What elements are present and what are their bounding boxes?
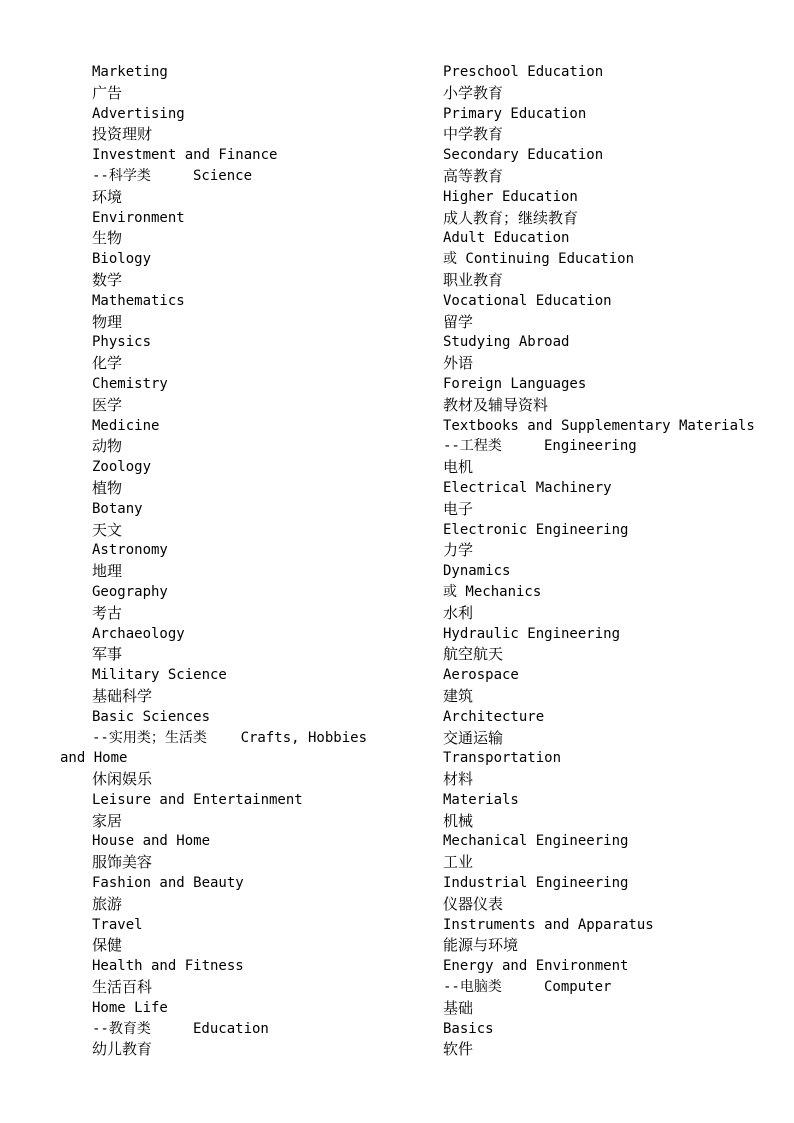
left-column-line: 广告 (92, 83, 123, 102)
right-column-line: Higher Education (443, 188, 578, 205)
left-column-line: Investment and Finance (92, 147, 278, 164)
left-column-line: and Home (60, 750, 128, 767)
right-column-line: 航空航天 (443, 645, 504, 664)
right-column-line: 电机 (443, 458, 474, 477)
right-column-line: 高等教育 (443, 166, 504, 185)
left-column-line: 家居 (92, 811, 123, 830)
right-column-line: 工业 (443, 853, 474, 872)
left-column (60, 62, 390, 1060)
right-column-line: 电子 (443, 499, 474, 518)
right-column-line: 留学 (443, 312, 474, 331)
left-column-line: Botany (92, 500, 143, 517)
left-column-line: 环境 (92, 187, 123, 206)
left-column-line: 投资理财 (92, 125, 153, 144)
left-column-line: 生活百科 (92, 978, 153, 997)
left-column-line: Environment (92, 209, 185, 226)
right-column-line: Primary Education (443, 105, 587, 122)
right-column-line: Vocational Education (443, 292, 612, 309)
left-column-line: Chemistry (92, 375, 168, 392)
left-column-line: Military Science (92, 667, 227, 684)
left-column-line: 数学 (92, 270, 123, 289)
left-column-line: --科学类 Science (92, 167, 253, 184)
left-column-line: Advertising (92, 105, 185, 122)
right-column-line: Studying Abroad (443, 334, 570, 351)
right-column-line: Energy and Environment (443, 958, 629, 975)
right-column-line: 建筑 (443, 686, 474, 705)
left-column-line: Health and Fitness (92, 958, 244, 975)
right-column-line: Materials (443, 791, 519, 808)
left-column-line: Biology (92, 251, 152, 268)
left-column-line: Home Life (92, 999, 168, 1016)
left-column-line: 天文 (92, 520, 123, 539)
right-column-line: 机械 (443, 811, 474, 830)
right-column-line: Electrical Machinery (443, 479, 612, 496)
left-column-line: 幼儿教育 (92, 1040, 153, 1059)
left-column-line: 植物 (92, 478, 123, 497)
right-column-line: 软件 (443, 1040, 474, 1059)
left-column-line: 化学 (92, 354, 123, 373)
right-column-line: 外语 (443, 354, 474, 373)
right-column-line: Secondary Education (443, 147, 604, 164)
right-column-line: 材料 (443, 770, 474, 789)
right-column-line: Hydraulic Engineering (443, 625, 621, 642)
right-column-line: --电脑类 Computer (443, 979, 612, 996)
right-column-line: 或 Continuing Education (443, 251, 635, 268)
left-column-line: Astronomy (92, 542, 168, 559)
right-column-line: Electronic Engineering (443, 521, 629, 538)
left-column-line: 保健 (92, 936, 123, 955)
right-column-line: Instruments and Apparatus (443, 916, 654, 933)
right-column-line: Transportation (443, 750, 562, 767)
right-column-line: Dynamics (443, 563, 511, 580)
right-column-line: 职业教育 (443, 270, 504, 289)
right-column-line: 力学 (443, 541, 474, 560)
right-column-line: 或 Mechanics (443, 583, 542, 600)
right-column-line: Textbooks and Supplementary Materials (443, 417, 755, 434)
left-column-line: 物理 (92, 312, 123, 331)
left-column-line: Travel (92, 916, 143, 933)
left-column-line: Geography (92, 583, 168, 600)
right-column-line: Basics (443, 1020, 494, 1037)
right-column-line: --工程类 Engineering (443, 438, 637, 455)
left-column-line: --教育类 Education (92, 1020, 269, 1037)
right-column-line: Architecture (443, 708, 545, 725)
left-column-line: 服饰美容 (92, 853, 153, 872)
left-column-line: 旅游 (92, 894, 123, 913)
left-column-line: Zoology (92, 459, 152, 476)
left-column-line: Mathematics (92, 292, 185, 309)
left-column-line: House and Home (92, 833, 211, 850)
right-column-line: 成人教育；继续教育 (443, 208, 579, 227)
right-column-line: Aerospace (443, 667, 519, 684)
left-column-line: Physics (92, 334, 152, 351)
left-column-line: 军事 (92, 645, 123, 664)
left-column-line: 医学 (92, 395, 123, 414)
right-column-line: 小学教育 (443, 83, 504, 102)
right-column-line: Foreign Languages (443, 375, 587, 392)
left-column-line: 地理 (92, 562, 123, 581)
right-column-line: Mechanical Engineering (443, 833, 629, 850)
left-column-line: Basic Sciences (92, 708, 211, 725)
left-column-line: Leisure and Entertainment (92, 791, 303, 808)
right-column-line: 水利 (443, 603, 474, 622)
right-column-line: Industrial Engineering (443, 875, 629, 892)
right-column-line: 中学教育 (443, 125, 504, 144)
left-column-line: --实用类；生活类 Crafts, Hobbies (92, 729, 368, 746)
left-column-line: Archaeology (92, 625, 185, 642)
right-column-line: 仪器仪表 (443, 894, 504, 913)
right-column-line: Adult Education (443, 230, 570, 247)
right-column-line: 教材及辅导资料 (443, 395, 549, 414)
left-column-line: 动物 (92, 437, 123, 456)
right-column (443, 62, 783, 1060)
right-column-line: 能源与环境 (443, 936, 519, 955)
left-column-line: Fashion and Beauty (92, 875, 244, 892)
right-column-line: 交通运输 (443, 728, 504, 747)
left-column-line: 基础科学 (92, 686, 153, 705)
left-column-line: Medicine (92, 417, 160, 434)
left-column-line: 生物 (92, 229, 123, 248)
left-column-line: 休闲娱乐 (92, 770, 153, 789)
left-column-line: 考古 (92, 603, 123, 622)
right-column-line: Preschool Education (443, 64, 604, 80)
right-column-line: 基础 (443, 998, 474, 1017)
left-column-line: Marketing (92, 64, 168, 80)
